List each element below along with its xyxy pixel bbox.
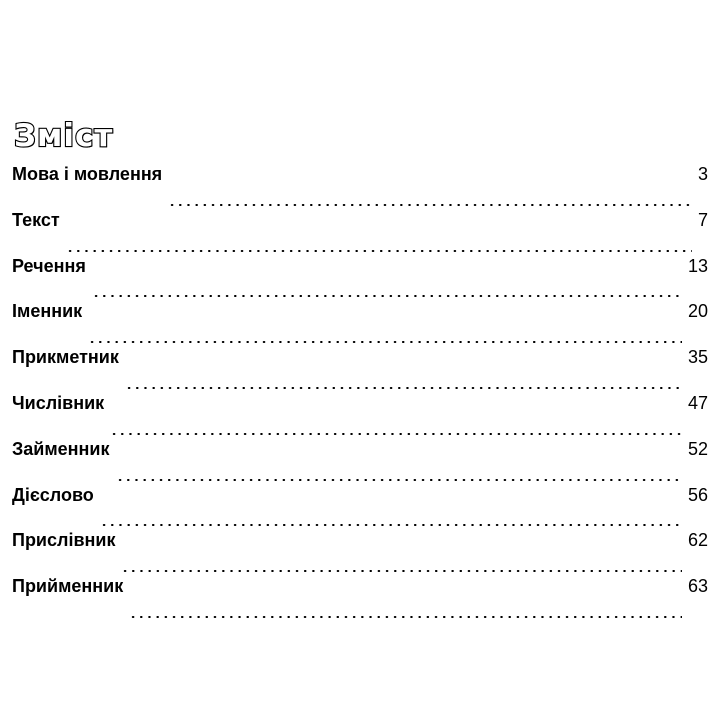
toc-entry-label: Прийменник bbox=[12, 576, 124, 597]
toc-entry-label: Текст bbox=[12, 209, 60, 230]
toc-entry bbox=[12, 347, 708, 393]
toc-entry bbox=[12, 576, 708, 622]
toc-entry bbox=[12, 301, 708, 347]
toc-entry-label: Іменник bbox=[12, 301, 83, 322]
dot-leader bbox=[110, 433, 682, 435]
toc-entry bbox=[12, 164, 708, 210]
dot-leader bbox=[125, 387, 682, 389]
toc-entry-label: Числівник bbox=[12, 392, 105, 413]
toc-entry bbox=[12, 530, 708, 576]
toc-entry bbox=[12, 485, 708, 531]
toc-entry-page: 52 bbox=[687, 438, 708, 459]
dot-leader bbox=[129, 616, 682, 618]
table-of-contents bbox=[12, 164, 708, 622]
toc-entry bbox=[12, 256, 708, 302]
toc-entry-page: 7 bbox=[697, 209, 708, 230]
toc-entry-page: 35 bbox=[687, 347, 708, 368]
toc-entry-page: 62 bbox=[687, 530, 708, 551]
dot-leader bbox=[100, 524, 682, 526]
toc-entry-label: Займенник bbox=[12, 438, 110, 459]
toc-entry-label: Дієслово bbox=[12, 484, 94, 505]
toc-entry-label: Прикметник bbox=[12, 347, 119, 368]
toc-entry-page: 56 bbox=[687, 484, 708, 505]
dot-leader bbox=[88, 341, 682, 343]
dot-leader bbox=[121, 570, 682, 572]
toc-entry-label: Прислівник bbox=[12, 530, 116, 551]
toc-entry-page: 63 bbox=[687, 576, 708, 597]
page-title: Зміст bbox=[14, 118, 114, 154]
toc-entry-page: 47 bbox=[687, 392, 708, 413]
toc-entry bbox=[12, 393, 708, 439]
toc-entry-page: 3 bbox=[697, 164, 708, 184]
toc-entry-label: Мова і мовлення bbox=[12, 164, 163, 184]
toc-entry bbox=[12, 210, 708, 256]
toc-entry-label: Речення bbox=[12, 255, 86, 276]
toc-entry-page: 13 bbox=[687, 255, 708, 276]
dot-leader bbox=[92, 295, 682, 297]
toc-entry-page: 20 bbox=[687, 301, 708, 322]
dot-leader bbox=[116, 479, 682, 481]
toc-entry bbox=[12, 439, 708, 485]
dot-leader bbox=[168, 204, 692, 206]
dot-leader bbox=[66, 250, 692, 252]
